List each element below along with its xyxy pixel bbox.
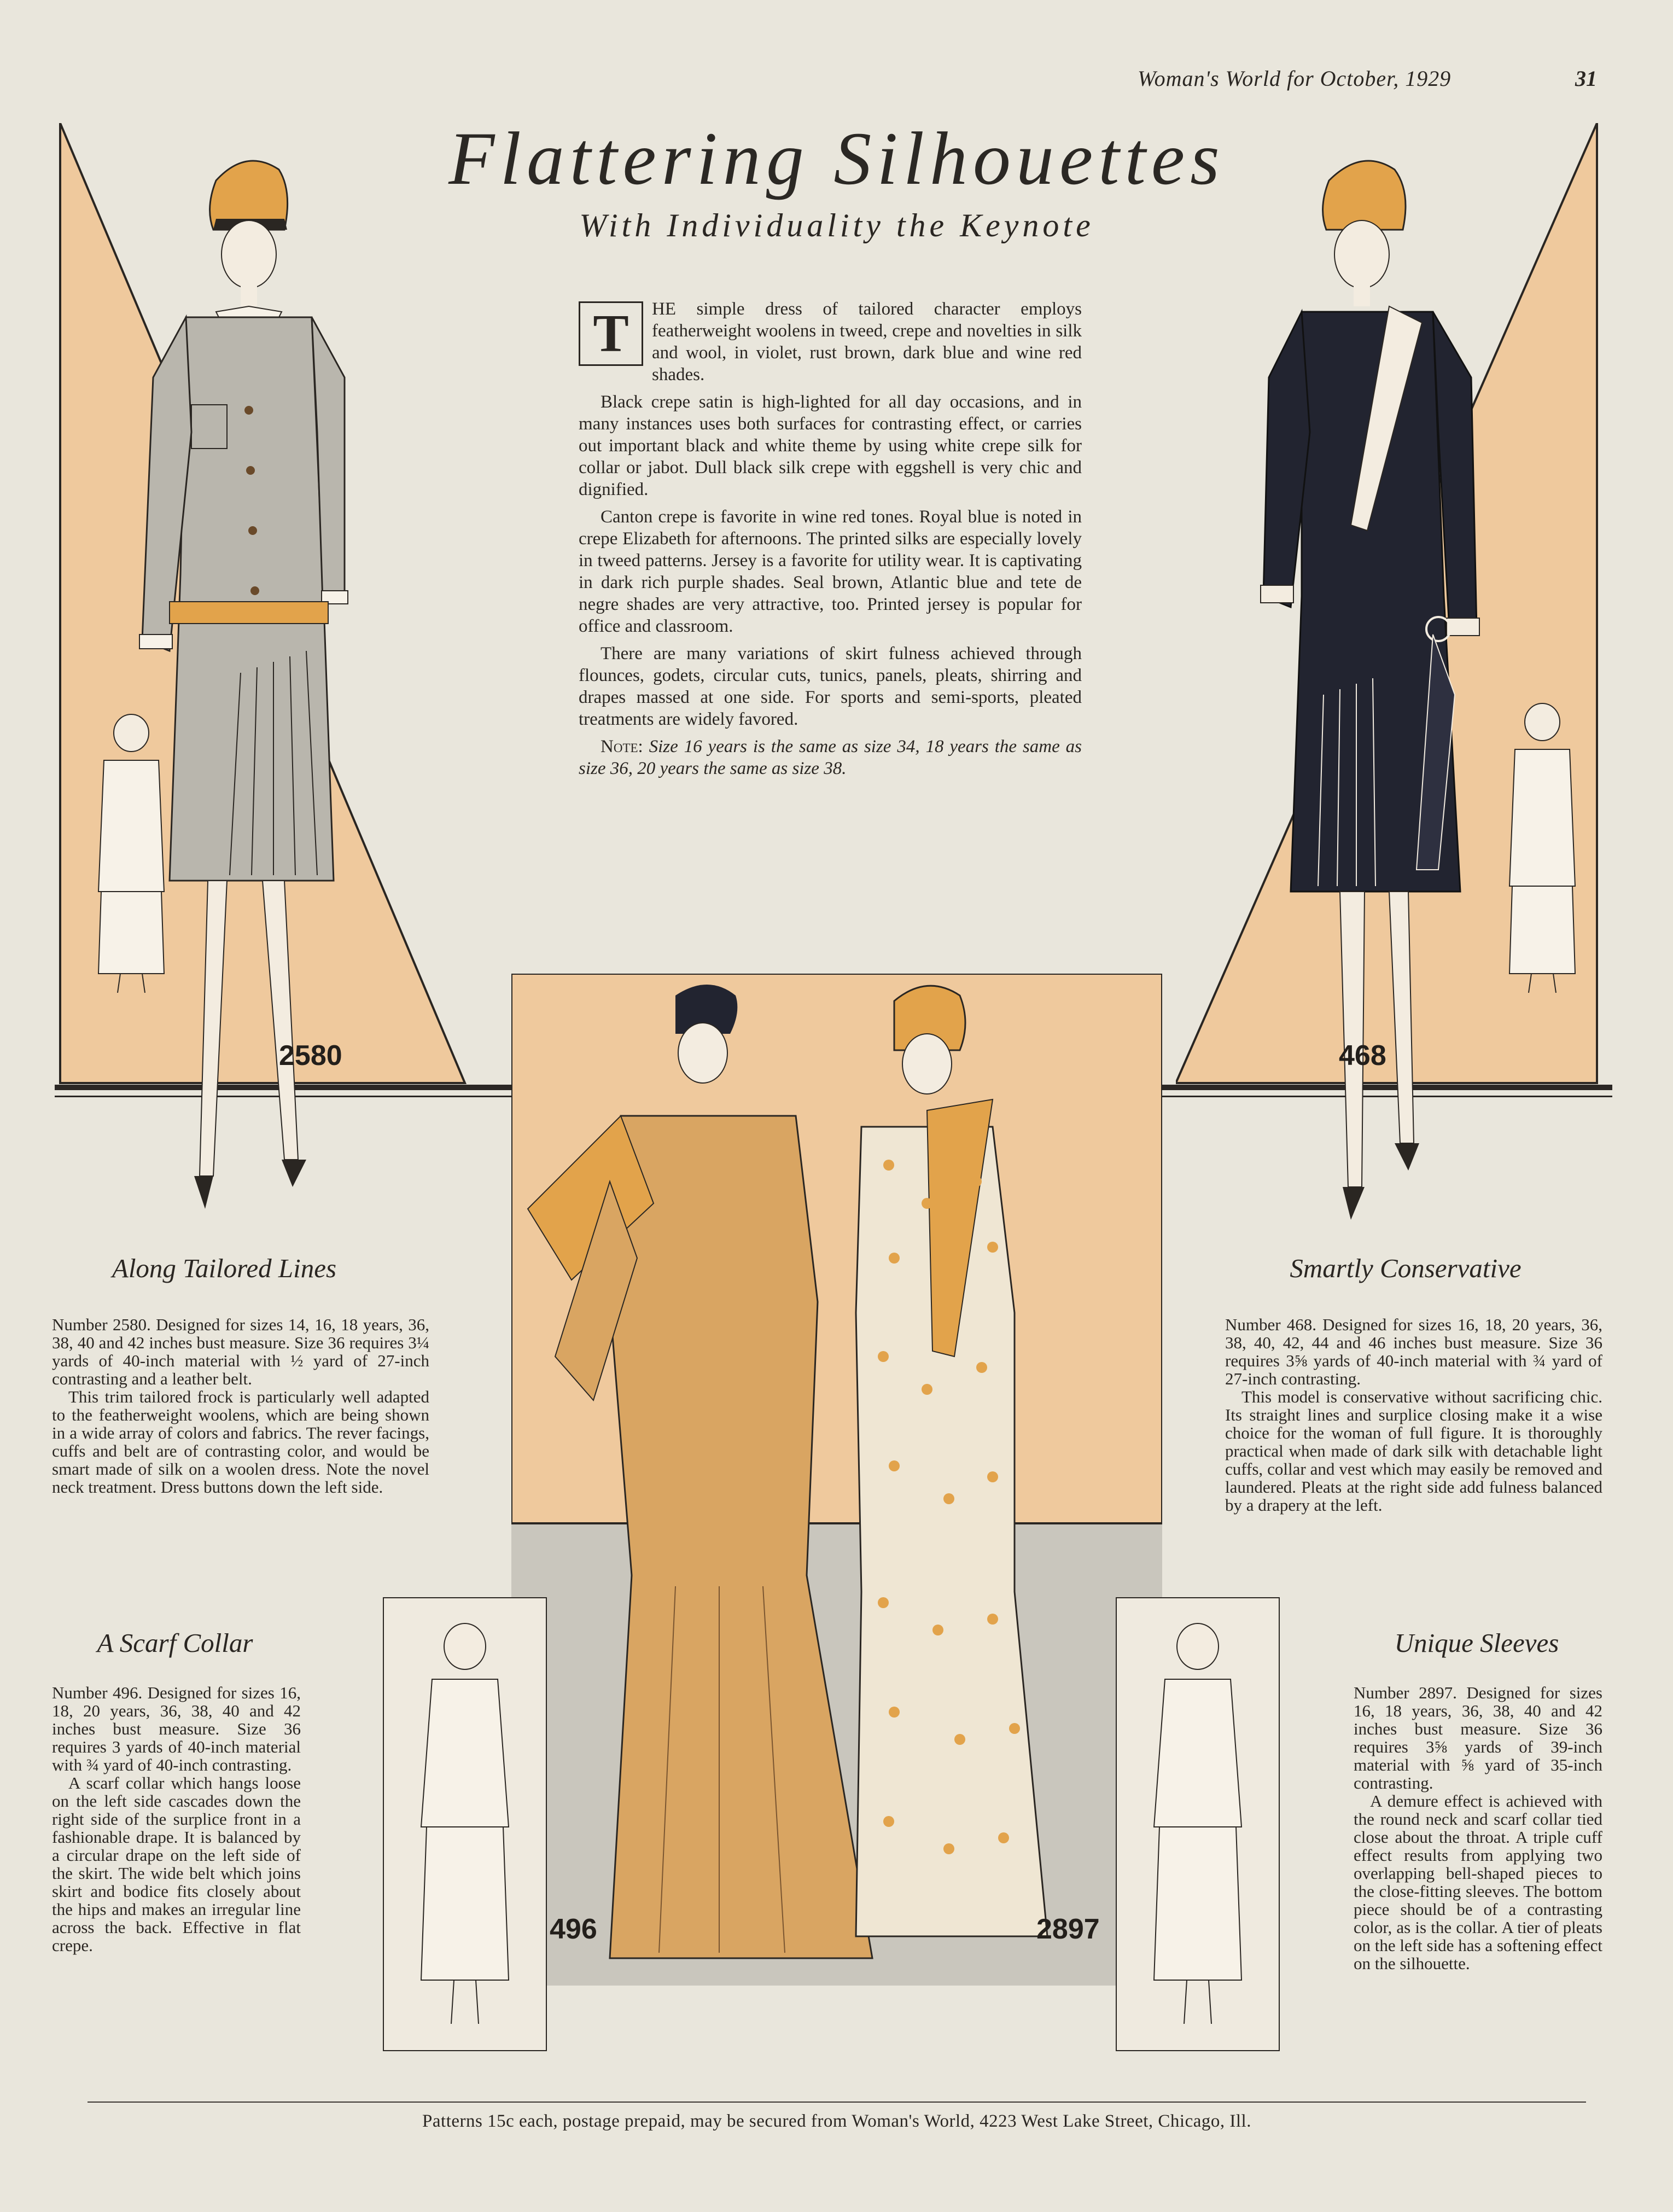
center-panel [511,974,1162,1986]
intro-paragraph-1 [579,298,1082,386]
magazine-header: Woman's World for October, 1929 [1138,66,1452,91]
desc-468-p2: This model is conservative without sacrificing chic. Its straight lines and surplice closing make it a wise choice for the woman of full figure. It is thoroughly practical when made of dark silk with detachable light cuffs, collar and vest which may easily be removed and laundered. Pleats at the right side add fulness balanced by a drapery at the left. [1225,1387,1602,1515]
note-text: Size 16 years is the same as size 34, 18 years the same as size 36, 20 years the same as size 38. [579,737,1082,778]
footer-note: Patterns 15c each, postage prepaid, may be secured from Woman's World, 4223 West Lake Street, Chicago, Ill. [422,2111,1251,2131]
pattern-number-2897: 2897 [1036,1913,1100,1945]
section-text-468 [1225,1315,1602,1514]
figure-2580-back-view [88,711,175,996]
intro-paragraph-2: Black crepe satin is high-lighted for all day occasions, and in many instances uses both surfaces for contrasting effect, or carries out important black and white theme by using white crepe silk for collar or jabot. Dull black silk crepe with eggshell is very chic and dignified. [579,392,1082,499]
pattern-number-496: 496 [550,1913,597,1945]
desc-496-p2: A scarf collar which hangs loose on the left side cascades down the right side of the surplice front in a fashionable drape. It is balanced by a circular drape on the left side of the skirt. The wide belt which joins skirt and bodice fits closely about the hips and makes an irregular line across the back. Effective in flat crepe. [52,1773,301,1955]
note-label: Note: [601,737,643,756]
section-text-496 [52,1684,301,1954]
section-text-2897 [1354,1684,1602,1972]
page-subtitle: With Individuality the Keynote [579,207,1094,243]
section-title-496: A Scarf Collar [97,1628,253,1658]
desc-2897-p1: Number 2897. Designed for sizes 16, 18 years, 36, 38, 40 and 42 inches bust measure. Size 36 requires 3⅝ yards of 39-inch material with ⅝ yard of 35-inch contrasting. [1354,1683,1602,1792]
intro-p1-text: HE simple dress of tailored character employs featherweight woolens in tweed, crepe and novelties in silk and wool, in violet, rust brown, dark blue and wine red shades. [652,299,1082,385]
section-title-468: Smartly Conservative [1290,1253,1522,1283]
desc-2897-p2: A demure effect is achieved with the round neck and scarf collar tied close about the throat. A triple cuff effect results from applying two overlapping bell-shaped pieces to the close-fitting sleeves. The bottom piece should be of a contrasting color, as is the collar. A tier of pleats on the left side has a softening effect on the silhouette. [1354,1791,1602,1973]
section-title-2897: Unique Sleeves [1394,1628,1559,1658]
page-number: 31 [1575,66,1597,91]
size-note [579,736,1082,779]
desc-2580-p1: Number 2580. Designed for sizes 14, 16, 18 years, 36, 38, 40 and 42 inches bust measure. Size 36 requires 3¼ yards of 40-inch material with ½ yard of 27-inch contrasting and a leather belt. [52,1315,429,1388]
section-text-2580 [52,1315,429,1496]
page-title: Flattering Silhouettes [448,117,1225,200]
section-title-2580: Along Tailored Lines [112,1253,337,1283]
intro-paragraph-3: Canton crepe is favorite in wine red tones. Royal blue is noted in crepe Elizabeth for afternoons. The printed silks are especially lovely in tweed patterns. Jersey is a favorite for utility wear. It is captivating in dark rich purple shades. Seal brown, Atlantic blue and tete de negre shades are very attractive, too. Printed jersey is popular for office and classroom. [579,507,1082,636]
pattern-number-2580: 2580 [279,1040,342,1072]
intro-article [579,298,1082,785]
drop-cap: T [579,301,643,366]
pattern-number-468: 468 [1339,1040,1386,1072]
figure-468-back-view [1499,700,1586,996]
footer-rule [88,2102,1586,2103]
desc-468-p1: Number 468. Designed for sizes 16, 18, 20 years, 36, 38, 40, 42, 44 and 46 inches bust measure. Size 36 requires 3⅝ yards of 40-inch material with ¾ yard of 27-inch contrasting. [1225,1315,1602,1388]
intro-paragraph-4: There are many variations of skirt fulness achieved through flounces, godets, circular cuts, tunics, panels, pleats, shirring and drapes massed at one side. For sports and semi-sports, pleated treatments are widely favored. [579,644,1082,729]
desc-496-p1: Number 496. Designed for sizes 16, 18, 20 years, 36, 38, 40 and 42 inches bust measure. Size 36 requires 3 yards of 40-inch material with ¾ yard of 40-inch contrasting. [52,1683,301,1774]
figure-468-illustration [1258,148,1564,1231]
figure-2897-back-view [1116,1597,1280,2051]
desc-2580-p2: This trim tailored frock is particularly well adapted to the featherweight woolens, which are being shown in a wide array of colors and fabrics. The rever facings, cuffs and belt are of contrasting color, and would be smart made of silk on a woolen dress. Note the novel neck treatment. Dress buttons down the left side. [52,1387,429,1497]
figure-496-back-view [383,1597,547,2051]
